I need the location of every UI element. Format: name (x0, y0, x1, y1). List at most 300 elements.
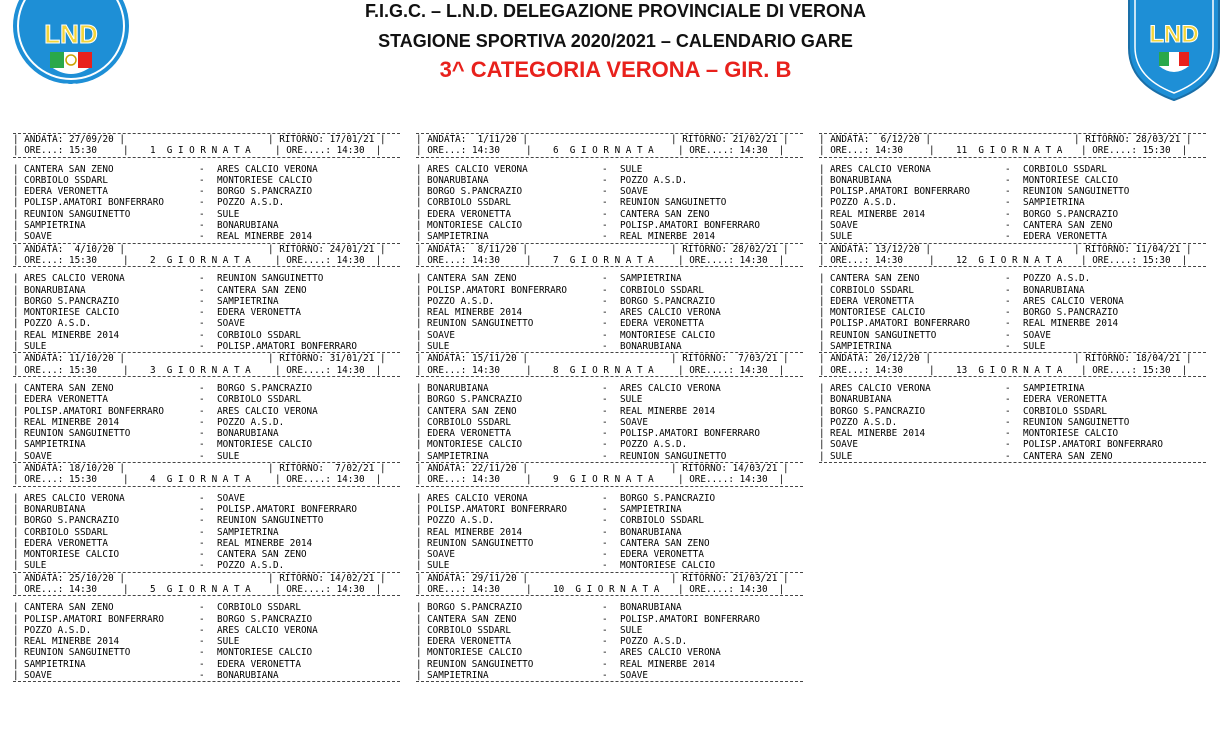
separator: | (526, 474, 532, 486)
away-team: POZZO A.S.D. (620, 636, 688, 648)
ore-andata: | ORE...: 14:30 (819, 364, 903, 376)
match-dash: - (1005, 220, 1011, 232)
match-row (13, 341, 400, 352)
separator: | (929, 145, 935, 157)
separator: | (123, 364, 129, 376)
ritorno-date: | RITORNO: 18/04/21 | (1074, 353, 1192, 365)
home-team: CANTERA SAN ZENO (24, 602, 114, 614)
ritorno-date: | RITORNO: 21/02/21 | (671, 134, 789, 145)
away-team: BORGO S.PANCRAZIO (620, 492, 716, 504)
match-dash: - (602, 318, 608, 330)
row-bar: | (13, 515, 19, 527)
away-team: CORBIOLO SSDARL (620, 284, 704, 296)
match-row (416, 670, 803, 681)
row-bar: | (13, 549, 19, 561)
row-bar: | (416, 163, 422, 175)
row-bar: | (13, 329, 19, 341)
ore-andata: | ORE...: 14:30 (819, 254, 903, 266)
match-row (13, 318, 400, 329)
home-team: BONARUBIANA (24, 503, 86, 515)
column-1 (13, 133, 400, 682)
row-bar: | (13, 382, 19, 394)
home-team: REAL MINERBE 2014 (24, 416, 120, 428)
row-bar: | (13, 439, 19, 451)
home-team: SOAVE (24, 670, 52, 682)
giornata-block (13, 133, 400, 243)
match-dash: - (1005, 284, 1011, 296)
match-row (416, 209, 803, 220)
giornata-title: 11 G I O R N A T A (956, 145, 1063, 157)
match-row (416, 527, 803, 538)
match-row (416, 417, 803, 428)
away-team: BORGO S.PANCRAZIO (217, 186, 313, 198)
andata-date: | ANDATA: 25/10/20 | (13, 572, 125, 584)
row-bar: | (13, 273, 19, 285)
separator: | (526, 583, 532, 595)
match-row (416, 625, 803, 636)
match-dash: - (602, 647, 608, 659)
match-dash: - (602, 428, 608, 440)
away-team: REUNION SANGUINETTO (1023, 416, 1130, 428)
match-dash: - (199, 382, 205, 394)
away-team: SULE (620, 624, 643, 636)
giornata-title: 10 G I O R N A T A (553, 583, 660, 595)
away-team: ARES CALCIO VERONA (620, 382, 721, 394)
ore-andata: | ORE...: 14:30 (416, 254, 500, 266)
row-bar: | (13, 602, 19, 614)
match-dash: - (602, 284, 608, 296)
home-team: EDERA VERONETTA (24, 186, 108, 198)
row-bar: | (416, 613, 422, 625)
header-line-2: STAGIONE SPORTIVA 2020/2021 – CALENDARIO GARE (378, 31, 853, 51)
match-row (416, 197, 803, 208)
lnd-shield-logo (1125, 0, 1223, 102)
match-dash: - (602, 636, 608, 648)
match-row (13, 647, 400, 658)
match-dash: - (199, 602, 205, 614)
ore-andata: | ORE...: 14:30 (416, 364, 500, 376)
match-dash: - (199, 208, 205, 220)
match-row (416, 439, 803, 450)
away-team: SOAVE (620, 416, 648, 428)
match-row (416, 220, 803, 231)
home-team: BORGO S.PANCRAZIO (24, 515, 120, 527)
away-team: REAL MINERBE 2014 (620, 405, 716, 417)
row-bar: | (13, 405, 19, 417)
match-dash: - (199, 647, 205, 659)
match-row (13, 231, 400, 242)
match-dash: - (1005, 439, 1011, 451)
home-team: CORBIOLO SSDARL (24, 526, 108, 538)
giornata-dates-row (416, 353, 803, 364)
row-bar: | (13, 208, 19, 220)
giornata-dates-row (416, 463, 803, 474)
row-bar: | (13, 526, 19, 538)
match-dash: - (1005, 416, 1011, 428)
giornata-dates-row (416, 134, 803, 145)
row-bar: | (416, 231, 422, 243)
home-team: ARES CALCIO VERONA (830, 382, 931, 394)
home-team: EDERA VERONETTA (24, 394, 108, 406)
match-dash: - (199, 405, 205, 417)
row-bar: | (13, 295, 19, 307)
giornata-title: 8 G I O R N A T A (553, 364, 654, 376)
match-dash: - (602, 549, 608, 561)
row-bar: | (416, 526, 422, 538)
home-team: REAL MINERBE 2014 (427, 307, 523, 319)
match-row (416, 493, 803, 504)
match-dash: - (1005, 329, 1011, 341)
ore-ritorno: | ORE....: 14:30 | (678, 583, 785, 595)
giornata-title-row (13, 584, 400, 595)
ritorno-date: | RITORNO: 24/01/21 | (268, 243, 386, 255)
match-dash: - (199, 537, 205, 549)
ore-andata: | ORE...: 14:30 (416, 474, 500, 486)
row-bar: | (416, 318, 422, 330)
home-team: SAMPIETRINA (427, 670, 489, 682)
match-row (13, 330, 400, 341)
home-team: BORGO S.PANCRAZIO (427, 186, 523, 198)
row-bar: | (416, 273, 422, 285)
giornata-title-row (416, 145, 803, 156)
andata-date: | ANDATA: 8/11/20 | (416, 243, 528, 255)
ore-ritorno: | ORE....: 14:30 | (275, 474, 382, 486)
home-team: POZZO A.S.D. (24, 318, 92, 330)
row-bar: | (416, 428, 422, 440)
home-team: POZZO A.S.D. (830, 197, 898, 209)
home-team: MONTORIESE CALCIO (830, 307, 926, 319)
row-bar: | (819, 439, 825, 451)
header-line-3: 3^ CATEGORIA VERONA – GIR. B (439, 57, 792, 82)
row-bar: | (416, 329, 422, 341)
giornata-dates-row (13, 463, 400, 474)
home-team: POZZO A.S.D. (830, 416, 898, 428)
home-team: POLISP.AMATORI BONFERRARO (830, 186, 970, 198)
match-row (13, 394, 400, 405)
giornata-block (819, 352, 1206, 462)
giornata-block (416, 243, 803, 353)
home-team: CORBIOLO SSDARL (427, 416, 511, 428)
match-row (819, 451, 1206, 462)
match-row (416, 394, 803, 405)
home-team: POZZO A.S.D. (427, 295, 495, 307)
match-row (819, 383, 1206, 394)
away-team: CANTERA SAN ZENO (1023, 450, 1113, 462)
giornata-title-row (819, 255, 1206, 266)
match-dash: - (602, 163, 608, 175)
row-bar: | (13, 197, 19, 209)
row-bar: | (13, 624, 19, 636)
ore-andata: | ORE...: 15:30 (13, 474, 97, 486)
away-team: MONTORIESE CALCIO (217, 439, 313, 451)
home-team: SOAVE (427, 329, 455, 341)
home-team: REUNION SANGUINETTO (24, 428, 131, 440)
giornata-block (13, 572, 400, 682)
away-team: MONTORIESE CALCIO (1023, 174, 1119, 186)
match-dash: - (199, 526, 205, 538)
row-bar: | (819, 295, 825, 307)
match-row (416, 383, 803, 394)
giornata-title-row (819, 365, 1206, 376)
home-team: EDERA VERONETTA (24, 537, 108, 549)
away-team: EDERA VERONETTA (1023, 231, 1107, 243)
match-dash: - (602, 613, 608, 625)
home-team: ARES CALCIO VERONA (427, 163, 528, 175)
home-team: REUNION SANGUINETTO (427, 537, 534, 549)
giornata-title-row (13, 255, 400, 266)
match-row (13, 636, 400, 647)
giornata-block (13, 462, 400, 572)
andata-date: | ANDATA: 11/10/20 | (13, 353, 125, 365)
away-team: MONTORIESE CALCIO (217, 647, 313, 659)
match-dash: - (1005, 186, 1011, 198)
match-dash: - (602, 560, 608, 572)
away-team: SULE (217, 636, 240, 648)
giornata-title: 6 G I O R N A T A (553, 145, 654, 157)
match-row (13, 175, 400, 186)
match-dash: - (602, 220, 608, 232)
match-row (416, 428, 803, 439)
row-bar: | (416, 295, 422, 307)
away-team: BONARUBIANA (620, 602, 682, 614)
match-row (819, 318, 1206, 329)
match-row (416, 341, 803, 352)
home-team: MONTORIESE CALCIO (24, 549, 120, 561)
match-dash: - (1005, 208, 1011, 220)
logo-right-text: LND (1149, 21, 1199, 48)
giornata-dates-row (13, 573, 400, 584)
match-row (13, 451, 400, 462)
row-bar: | (819, 450, 825, 462)
match-dash: - (199, 503, 205, 515)
away-team: REAL MINERBE 2014 (217, 537, 313, 549)
row-bar: | (416, 515, 422, 527)
away-team: CORBIOLO SSDARL (1023, 163, 1107, 175)
separator: | (123, 145, 129, 157)
home-team: MONTORIESE CALCIO (427, 439, 523, 451)
ritorno-date: | RITORNO: 28/03/21 | (1074, 134, 1192, 145)
away-team: CORBIOLO SSDARL (217, 602, 301, 614)
row-bar: | (416, 220, 422, 232)
row-bar: | (13, 231, 19, 243)
away-team: POZZO A.S.D. (217, 416, 285, 428)
away-team: BONARUBIANA (217, 428, 279, 440)
away-team: ARES CALCIO VERONA (1023, 295, 1124, 307)
match-dash: - (199, 284, 205, 296)
giornata-title: 13 G I O R N A T A (956, 364, 1063, 376)
away-team: CANTERA SAN ZENO (1023, 220, 1113, 232)
home-team: SULE (24, 341, 47, 353)
home-team: POLISP.AMATORI BONFERRARO (830, 318, 970, 330)
row-bar: | (13, 307, 19, 319)
away-team: SULE (620, 394, 643, 406)
away-team: REUNION SANGUINETTO (620, 197, 727, 209)
separator: | (123, 254, 129, 266)
away-team: REUNION SANGUINETTO (1023, 186, 1130, 198)
giornata-title: 9 G I O R N A T A (553, 474, 654, 486)
match-dash: - (602, 439, 608, 451)
home-team: REAL MINERBE 2014 (830, 208, 926, 220)
match-dash: - (602, 307, 608, 319)
away-team: BORGO S.PANCRAZIO (620, 295, 716, 307)
giornata-dates-row (819, 244, 1206, 255)
row-bar: | (819, 284, 825, 296)
giornata-title: 4 G I O R N A T A (150, 474, 251, 486)
match-row (819, 341, 1206, 352)
home-team: EDERA VERONETTA (427, 428, 511, 440)
home-team: BORGO S.PANCRAZIO (427, 602, 523, 614)
match-dash: - (602, 492, 608, 504)
separator: | (123, 583, 129, 595)
row-bar: | (416, 382, 422, 394)
away-team: SOAVE (1023, 329, 1051, 341)
match-row (819, 197, 1206, 208)
match-row (416, 330, 803, 341)
away-team: POLISP.AMATORI BONFERRARO (620, 613, 760, 625)
match-row (13, 538, 400, 549)
match-row (416, 538, 803, 549)
dashed-rule (819, 462, 1206, 463)
row-bar: | (13, 537, 19, 549)
giornata-block (416, 133, 803, 243)
row-bar: | (819, 329, 825, 341)
home-team: BONARUBIANA (24, 284, 86, 296)
match-dash: - (199, 273, 205, 285)
row-bar: | (819, 382, 825, 394)
home-team: CANTERA SAN ZENO (830, 273, 920, 285)
away-team: BONARUBIANA (620, 526, 682, 538)
home-team: CANTERA SAN ZENO (427, 273, 517, 285)
match-dash: - (1005, 273, 1011, 285)
home-team: REUNION SANGUINETTO (427, 658, 534, 670)
home-team: ARES CALCIO VERONA (24, 273, 125, 285)
home-team: POLISP.AMATORI BONFERRARO (427, 503, 567, 515)
logo-left-text: LND (44, 19, 98, 49)
away-team: ARES CALCIO VERONA (217, 163, 318, 175)
row-bar: | (416, 450, 422, 462)
row-bar: | (13, 186, 19, 198)
match-row (13, 383, 400, 394)
giornata-title-row (13, 474, 400, 485)
match-dash: - (1005, 231, 1011, 243)
away-team: REAL MINERBE 2014 (620, 658, 716, 670)
row-bar: | (13, 636, 19, 648)
match-row (13, 614, 400, 625)
home-team: CORBIOLO SSDARL (427, 197, 511, 209)
match-dash: - (602, 231, 608, 243)
separator: | (526, 364, 532, 376)
home-team: SULE (427, 560, 450, 572)
giornata-block (416, 462, 803, 572)
home-team: SAMPIETRINA (427, 231, 489, 243)
row-bar: | (819, 318, 825, 330)
match-row (819, 296, 1206, 307)
match-dash: - (602, 382, 608, 394)
match-dash: - (199, 549, 205, 561)
away-team: SAMPIETRINA (620, 503, 682, 515)
match-dash: - (602, 208, 608, 220)
home-team: BONARUBIANA (830, 174, 892, 186)
away-team: EDERA VERONETTA (620, 549, 704, 561)
match-dash: - (1005, 197, 1011, 209)
row-bar: | (13, 492, 19, 504)
andata-date: | ANDATA: 20/12/20 | (819, 353, 931, 365)
match-row (416, 515, 803, 526)
home-team: ARES CALCIO VERONA (427, 492, 528, 504)
match-dash: - (1005, 450, 1011, 462)
home-team: CANTERA SAN ZENO (24, 382, 114, 394)
away-team: ARES CALCIO VERONA (217, 624, 318, 636)
match-dash: - (1005, 394, 1011, 406)
row-bar: | (819, 405, 825, 417)
match-dash: - (199, 515, 205, 527)
row-bar: | (416, 549, 422, 561)
giornata-title-row (416, 584, 803, 595)
match-dash: - (602, 526, 608, 538)
home-team: CORBIOLO SSDARL (830, 284, 914, 296)
away-team: SAMPIETRINA (217, 526, 279, 538)
ritorno-date: | RITORNO: 14/03/21 | (671, 463, 789, 475)
away-team: POLISP.AMATORI BONFERRARO (217, 503, 357, 515)
match-dash: - (602, 658, 608, 670)
giornata-dates-row (13, 244, 400, 255)
away-team: CORBIOLO SSDARL (217, 329, 301, 341)
row-bar: | (13, 450, 19, 462)
match-dash: - (1005, 341, 1011, 353)
match-row (13, 549, 400, 560)
match-row (13, 197, 400, 208)
match-row (819, 394, 1206, 405)
match-dash: - (602, 329, 608, 341)
match-dash: - (602, 197, 608, 209)
match-dash: - (1005, 295, 1011, 307)
match-dash: - (199, 295, 205, 307)
away-team: EDERA VERONETTA (217, 658, 301, 670)
giornata-title-row (416, 474, 803, 485)
away-team: SOAVE (217, 492, 245, 504)
match-row (819, 439, 1206, 450)
away-team: REUNION SANGUINETTO (217, 515, 324, 527)
match-dash: - (199, 670, 205, 682)
row-bar: | (13, 394, 19, 406)
away-team: POLISP.AMATORI BONFERRARO (620, 220, 760, 232)
match-dash: - (199, 174, 205, 186)
giornata-block (13, 243, 400, 353)
row-bar: | (416, 394, 422, 406)
separator: | (526, 145, 532, 157)
match-dash: - (199, 197, 205, 209)
match-dash: - (602, 503, 608, 515)
away-team: CANTERA SAN ZENO (217, 284, 307, 296)
match-dash: - (602, 295, 608, 307)
ore-ritorno: | ORE....: 14:30 | (275, 145, 382, 157)
giornata-dates-row (819, 353, 1206, 364)
home-team: SAMPIETRINA (24, 220, 86, 232)
home-team: SOAVE (830, 220, 858, 232)
home-team: SAMPIETRINA (830, 341, 892, 353)
match-dash: - (199, 186, 205, 198)
ritorno-date: | RITORNO: 7/03/21 | (671, 353, 789, 365)
away-team: BONARUBIANA (217, 220, 279, 232)
row-bar: | (819, 341, 825, 353)
giornata-dates-row (13, 134, 400, 145)
row-bar: | (416, 186, 422, 198)
ore-andata: | ORE...: 15:30 (13, 145, 97, 157)
away-team: POLISP.AMATORI BONFERRARO (620, 428, 760, 440)
ritorno-date: | RITORNO: 14/02/21 | (268, 572, 386, 584)
row-bar: | (416, 439, 422, 451)
home-team: REUNION SANGUINETTO (24, 647, 131, 659)
